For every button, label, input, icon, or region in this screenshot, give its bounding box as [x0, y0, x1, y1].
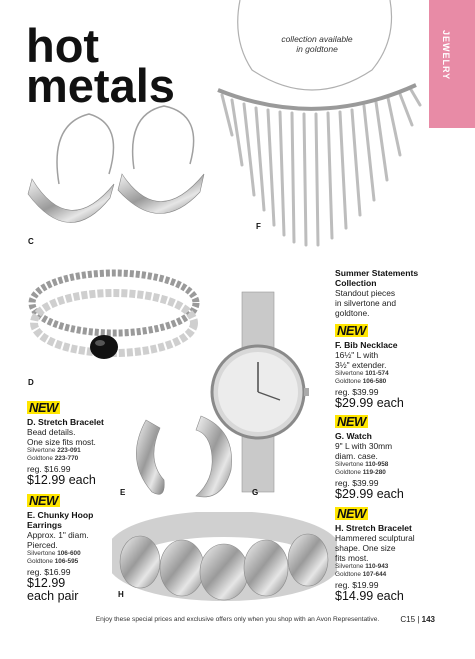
- regular-price: reg. $19.99: [335, 580, 379, 590]
- product-name: G. Watch: [335, 431, 372, 441]
- sale-price: $12.99: [27, 576, 66, 590]
- collection-note: collection available in goldtone: [281, 34, 353, 54]
- sale-price: $14.99 each: [335, 589, 404, 603]
- new-badge: NEW: [29, 493, 58, 508]
- jewelry-tab[interactable]: [429, 0, 475, 128]
- label-g: G: [252, 488, 259, 497]
- sku-silvertone: Silvertone 110-943: [335, 563, 389, 570]
- product-stretch-bracelet-h: NEW H. Stretch Bracelet Hammered sculptural shape. One size fits most. Silvertone 110-943 Goldtone 107-644 reg. $19.99 $14.99 each: [335, 506, 415, 603]
- label-e: E: [120, 488, 126, 497]
- sku-goldtone: Goldtone 107-644: [335, 571, 387, 578]
- headline-line-2: metals: [26, 59, 175, 112]
- hoop-earrings-e-image: [126, 410, 241, 505]
- collection-intro: Summer Statements Collection Standout pieces in silvertone and goldtone.: [335, 268, 419, 318]
- sale-price: $29.99 each: [335, 396, 404, 410]
- label-d: D: [28, 378, 34, 387]
- sku-silvertone: Silvertone 110-958: [335, 461, 389, 468]
- new-badge: NEW: [337, 414, 366, 429]
- sku-silvertone: Silvertone 223-091: [27, 447, 81, 454]
- new-badge: NEW: [337, 506, 366, 521]
- sku-silvertone: Silvertone 101-574: [335, 370, 389, 377]
- page-headline: [26, 19, 175, 112]
- earrings-c-image: [14, 104, 224, 244]
- sku-goldtone: Goldtone 106-595: [27, 558, 79, 565]
- headline-line-1: hot: [26, 19, 100, 72]
- new-badge: NEW: [337, 323, 366, 338]
- product-watch-g: NEW G. Watch 9" L with 30mm diam. case. Silvertone 110-958 Goldtone 119-280 reg. $39.99 $29.99 each: [335, 414, 404, 501]
- regular-price: reg. $16.99: [27, 464, 71, 474]
- sku-goldtone: Goldtone 223-770: [27, 455, 79, 462]
- label-h: H: [118, 590, 124, 599]
- label-c: C: [28, 237, 34, 246]
- footer-disclaimer: Enjoy these special prices and exclusive offers only when you shop with an Avon Representative.: [95, 616, 380, 623]
- sku-goldtone: Goldtone 119-280: [335, 469, 386, 476]
- product-name: F. Bib Necklace: [335, 340, 398, 350]
- product-hoop-earrings-e: NEW E. Chunky Hoop Earrings Approx. 1" diam. Pierced. Silvertone 106-600 Goldtone 106-595 reg. $16.99 $12.99 each pair: [27, 493, 94, 603]
- new-badge: NEW: [29, 400, 58, 415]
- product-name: E. Chunky Hoop: [27, 510, 94, 520]
- page-number: C15 | 143: [400, 615, 435, 624]
- product-necklace-f: NEW F. Bib Necklace 16½" L with 3½" extender. Silvertone 101-574 Goldtone 106-580 reg. $39.99 $29.99 each: [335, 323, 404, 410]
- sale-price: $12.99 each: [27, 473, 96, 487]
- product-name: D. Stretch Bracelet: [27, 417, 104, 427]
- regular-price: reg. $39.99: [335, 387, 379, 397]
- jewelry-tab-label: JEWELRY: [441, 30, 451, 81]
- stretch-bracelet-d-image: [22, 255, 207, 375]
- sku-silvertone: Silvertone 106-600: [27, 550, 81, 557]
- sale-price: $29.99 each: [335, 487, 404, 501]
- product-stretch-bracelet-d: NEW D. Stretch Bracelet Bead details. One size fits most. Silvertone 223-091 Goldtone 223-770 reg. $16.99 $12.99 each: [27, 400, 104, 487]
- label-f: F: [256, 222, 261, 231]
- sku-goldtone: Goldtone 106-580: [335, 378, 387, 385]
- regular-price: reg. $39.99: [335, 478, 379, 488]
- product-name: H. Stretch Bracelet: [335, 523, 412, 533]
- stretch-bracelet-h-image: [112, 512, 337, 602]
- bib-necklace-f-image: [212, 0, 427, 255]
- regular-price: reg. $16.99: [27, 567, 71, 577]
